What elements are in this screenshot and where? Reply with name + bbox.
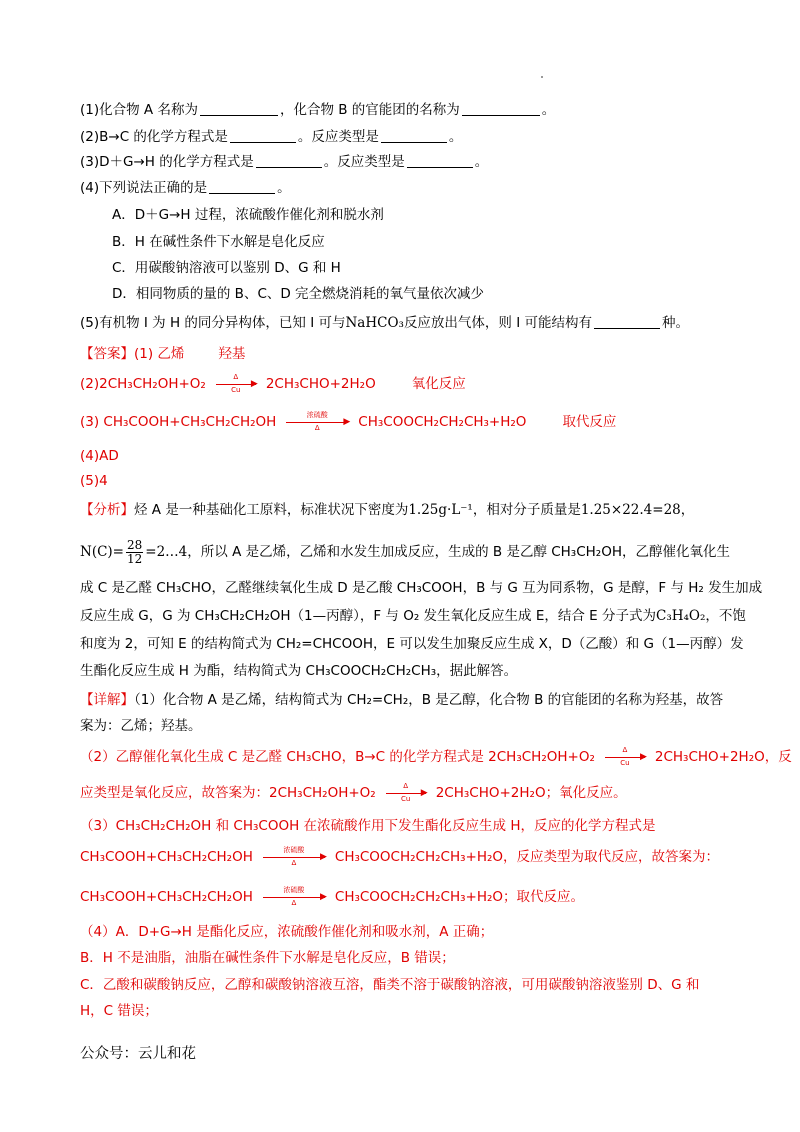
arrow-condition: Δ — [291, 859, 297, 867]
answer-blank — [256, 153, 322, 168]
division-result: =2…4 — [145, 544, 188, 560]
question-4 — [80, 178, 291, 198]
analysis-line-3: 成 C 是乙醛 CH₃CHO，乙醛继续氧化生成 D 是乙酸 CH₃COOH，B 与 G 互为同系物，G 是醇，F 与 H₂ 发生加成 — [80, 580, 763, 596]
answer-blank — [407, 153, 473, 168]
detail-line-11: H，C 错误； — [80, 1003, 158, 1019]
analysis-text: ，所以 A 是乙烯，乙烯和水发生加成反应，生成的 B 是乙醇 CH₃CH₂OH，乙醇催化氧化生 — [187, 544, 730, 560]
option-a: A．D＋G→H 过程，浓硫酸作催化剂和脱水剂 — [112, 207, 384, 223]
detail-line-8: （4）A．D+G→H 是酯化反应，浓硫酸作催化剂和吸水剂，A 正确； — [80, 924, 494, 940]
reaction-type: 氧化反应 — [411, 376, 466, 392]
analysis-line-6: 生酯化反应生成 H 为酯，结构简式为 CH₃COOCH₂CH₂CH₃，据此解答。 — [80, 663, 518, 679]
answer-2 — [80, 374, 466, 394]
arrow-condition: Δ — [314, 424, 320, 432]
analysis-line-5: 和度为 2，可知 E 的结构简式为 CH₂=CHCOOH，E 可以发生加聚反应生成 X，D（乙酸）和 G（1—丙醇）发 — [80, 636, 744, 652]
fraction-numerator: 28 — [127, 537, 143, 552]
reaction-arrow: Δ ▶ Cu — [216, 374, 256, 394]
analysis-text: 烃 A 是一种基础化工原料，标准状况下密度为 — [134, 502, 409, 518]
option-c: C．用碳酸钠溶液可以鉴别 D、G 和 H — [112, 260, 341, 276]
reaction-arrow: Δ ▶ Cu — [386, 783, 426, 803]
option-d: D．相同物质的量的 B、C、D 完全燃烧消耗的氧气量依次减少 — [112, 286, 485, 302]
footer-account: 公众号：云儿和花 — [80, 1046, 196, 1062]
answer-blank — [200, 101, 278, 116]
question-text: 。反应类型是 — [297, 129, 379, 145]
answer-5: (5)4 — [80, 473, 108, 489]
answer-text: (1) 乙烯 — [134, 346, 185, 362]
arrow-catalyst: Cu — [620, 759, 630, 767]
equation-reactants: (2)2CH₃CH₂OH+O₂ — [80, 376, 206, 392]
arrow-catalyst: 浓硫酸 — [283, 886, 305, 894]
detail-tag: 【详解】 — [80, 692, 134, 708]
fraction-denominator: 12 — [127, 551, 143, 566]
answer-4: (4)AD — [80, 448, 119, 464]
mass-calculation: 1.25×22.4=28 — [580, 502, 681, 518]
detail-line-4 — [80, 783, 627, 803]
question-text: 。 — [541, 102, 556, 118]
analysis-line-2 — [80, 538, 730, 566]
detail-line-7 — [80, 887, 584, 907]
question-5 — [80, 313, 689, 333]
question-text: ，化合物 B 的官能团的名称为 — [279, 102, 460, 118]
detail-text: （2）乙醇催化氧化生成 C 是乙醛 CH₃CHO，B→C 的化学方程式是 2CH₃CH₂OH+O₂ — [80, 749, 595, 765]
detail-line-3 — [80, 747, 792, 767]
detail-text: 2CH₃CHO+2H₂O；氧化反应。 — [435, 785, 627, 801]
density-value: 1.25g·L⁻¹ — [408, 502, 473, 518]
question-text: 。 — [277, 180, 291, 196]
answer-text: 羟基 — [218, 346, 246, 362]
detail-text: 2CH₃CHO+2H₂O，反 — [654, 749, 792, 765]
question-text: 种。 — [662, 315, 690, 331]
question-text: (2)B→C 的化学方程式是 — [80, 129, 228, 145]
analysis-text: ， — [680, 502, 695, 518]
detail-text: CH₃COOH+CH₃CH₂CH₂OH — [80, 849, 253, 865]
answer-3 — [80, 412, 616, 432]
reaction-arrow: 浓硫酸 ▶ Δ — [263, 887, 325, 907]
reaction-arrow: 浓硫酸 ▶ Δ — [263, 847, 325, 867]
answer-blank — [209, 179, 275, 194]
answer-1 — [80, 344, 245, 364]
arrow-condition: Δ — [291, 899, 297, 907]
question-text: 反应放出气体，则 I 可能结构有 — [403, 315, 593, 331]
arrow-catalyst: 浓硫酸 — [306, 411, 328, 419]
question-text: (5)有机物 I 为 H 的同分异构体，已知 I 可与 — [80, 315, 346, 331]
analysis-line-4 — [80, 606, 746, 626]
question-text: (4)下列说法正确的是 — [80, 180, 208, 196]
question-text: 。 — [448, 129, 463, 145]
question-text: (1)化合物 A 名称为 — [80, 102, 198, 118]
carbon-count-label: N(C)= — [80, 544, 124, 560]
answer-blank — [462, 101, 540, 116]
reagent-formula: NaHCO₃ — [345, 315, 404, 331]
arrow-condition: Δ — [622, 746, 628, 754]
answer-blank — [381, 128, 447, 143]
reaction-type: 取代反应 — [562, 414, 617, 430]
detail-line-9: B．H 不是油脂，油脂在碱性条件下水解是皂化反应，B 错误； — [80, 950, 455, 966]
question-text: (3)D＋G→H 的化学方程式是 — [80, 154, 254, 170]
analysis-tag: 【分析】 — [80, 502, 134, 518]
detail-line-5: （3）CH₃CH₂CH₂OH 和 CH₃COOH 在浓硫酸作用下发生酯化反应生成 H，反应的化学方程式是 — [80, 818, 656, 834]
fraction — [126, 539, 143, 566]
question-2 — [80, 127, 462, 147]
detail-text: CH₃COOCH₂CH₂CH₃+H₂O，反应类型为取代反应，故答案为： — [334, 849, 720, 865]
detail-line-6 — [80, 847, 719, 867]
question-text: 。 — [474, 154, 489, 170]
analysis-text: ，不饱 — [705, 608, 746, 624]
answer-tag: 【答案】 — [80, 346, 134, 362]
arrow-condition: Δ — [233, 373, 239, 381]
detail-text: CH₃COOH+CH₃CH₂CH₂OH — [80, 889, 253, 905]
detail-line-1 — [80, 690, 723, 710]
equation-reactants: (3) CH₃COOH+CH₃CH₂CH₂OH — [80, 414, 277, 430]
reaction-arrow: Δ ▶ Cu — [605, 747, 645, 767]
reaction-arrow: 浓硫酸 ▶ Δ — [286, 412, 348, 432]
question-text: 。反应类型是 — [323, 154, 405, 170]
arrow-catalyst: 浓硫酸 — [283, 846, 305, 854]
equation-products: 2CH₃CHO+2H₂O — [265, 376, 376, 392]
answer-blank — [594, 314, 660, 329]
stray-dot — [541, 76, 543, 78]
equation-products: CH₃COOCH₂CH₂CH₃+H₂O — [358, 414, 527, 430]
question-1 — [80, 100, 555, 120]
answer-blank — [230, 128, 296, 143]
detail-text: 应类型是氧化反应，故答案为：2CH₃CH₂OH+O₂ — [80, 785, 376, 801]
arrow-condition: Δ — [403, 782, 409, 790]
detail-text: （1）化合物 A 是乙烯，结构简式为 CH₂=CH₂，B 是乙醇，化合物 B 的官能团的名称为羟基，故答 — [134, 692, 724, 708]
question-3 — [80, 152, 488, 172]
option-b: B．H 在碱性条件下水解是皂化反应 — [112, 234, 325, 250]
arrow-catalyst: Cu — [401, 795, 411, 803]
analysis-text: ，相对分子质量是 — [472, 502, 581, 518]
analysis-text: 反应生成 G，G 为 CH₃CH₂CH₂OH（1—丙醇），F 与 O₂ 发生氧化反应生成 E，结合 E 分子式为 — [80, 608, 656, 624]
arrow-catalyst: Cu — [231, 386, 241, 394]
molecular-formula: C₃H₄O₂ — [656, 608, 706, 624]
detail-line-2: 案为：乙烯；羟基。 — [80, 718, 202, 734]
detail-line-10: C．乙酸和碳酸钠反应，乙醇和碳酸钠溶液互溶，酯类不溶于碳酸钠溶液，可用碳酸钠溶液鉴别 D、G 和 — [80, 977, 700, 993]
analysis-line-1 — [80, 500, 694, 520]
detail-text: CH₃COOCH₂CH₂CH₃+H₂O；取代反应。 — [334, 889, 585, 905]
